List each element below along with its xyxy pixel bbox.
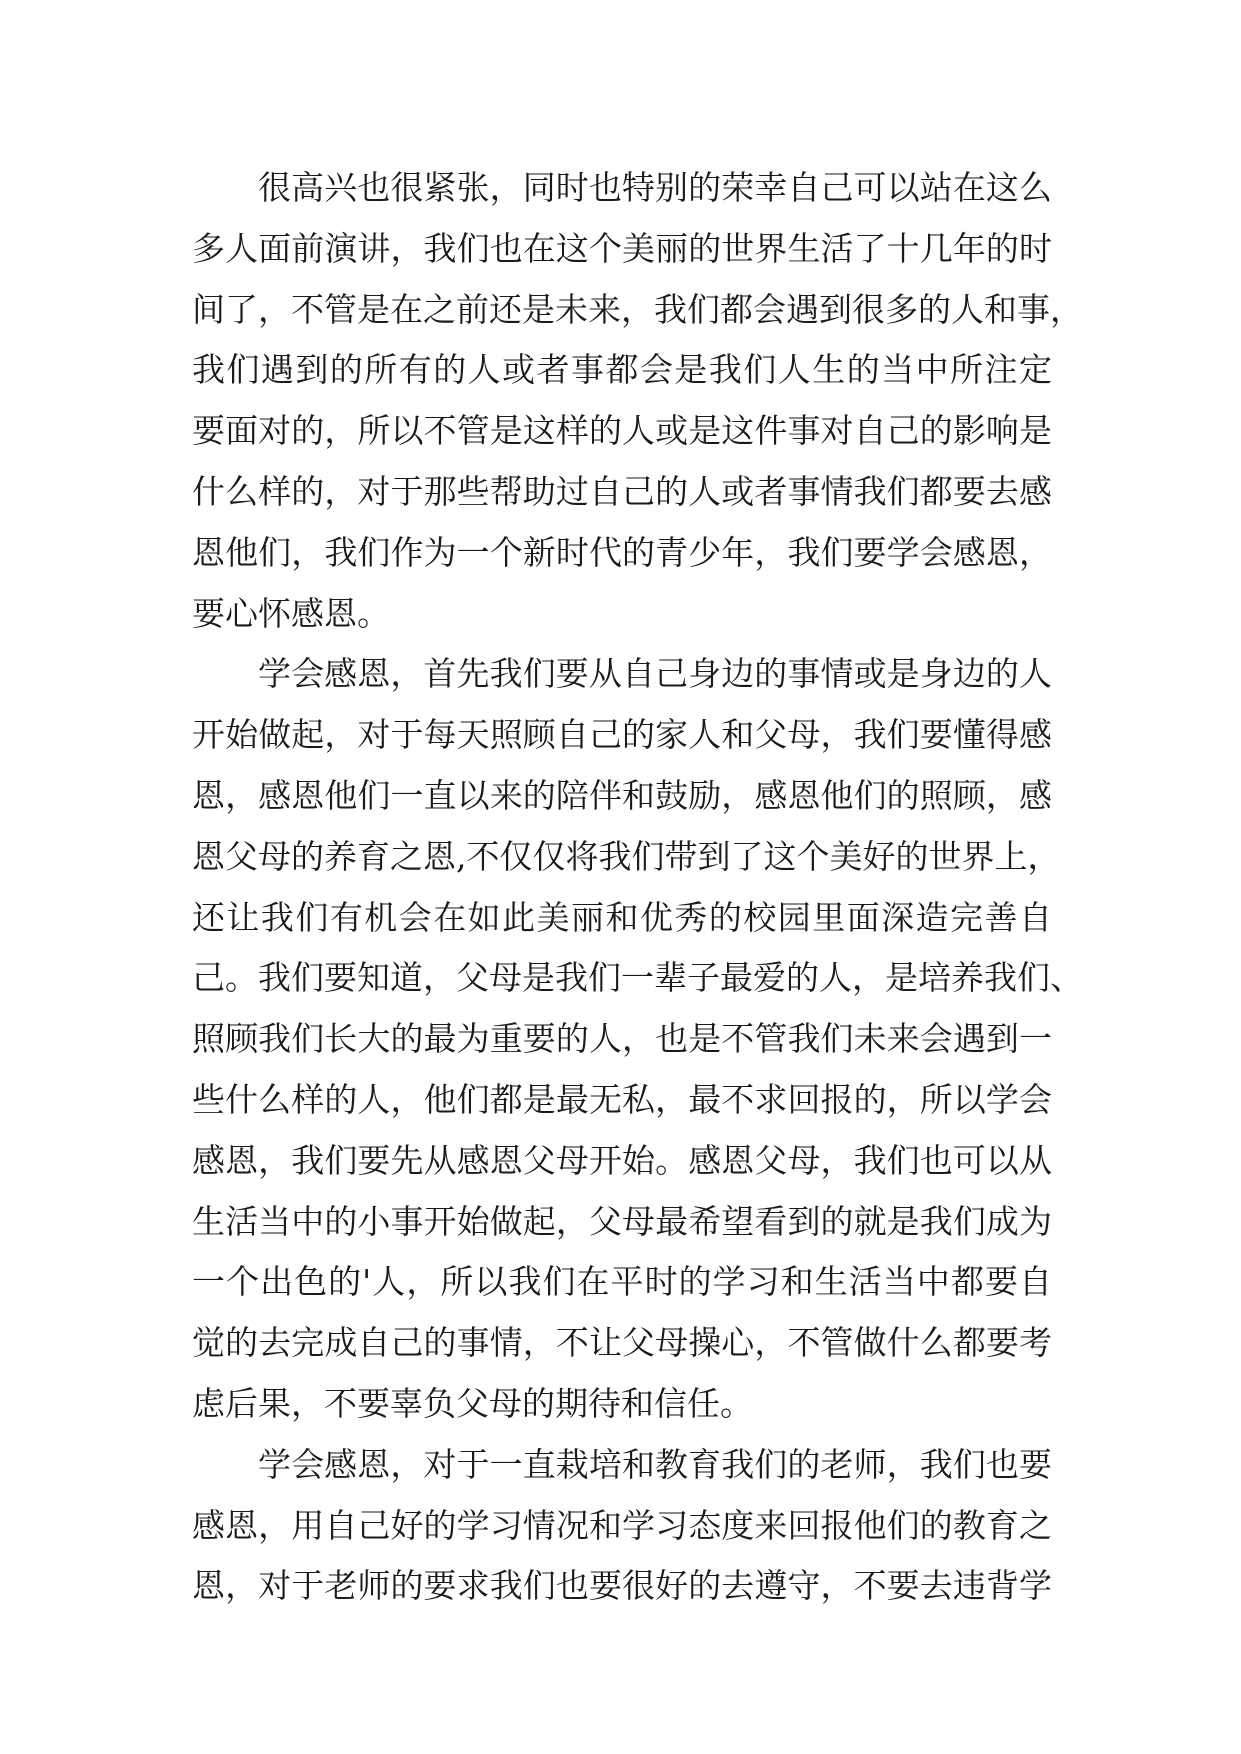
text-line: 恩，感恩他们一直以来的陪伴和鼓励，感恩他们的照顾，感: [192, 775, 1052, 815]
text-line: 间了，不管是在之前还是未来，我们都会遇到很多的人和事，: [192, 289, 1083, 329]
text-line: 感恩，我们要先从感恩父母开始。感恩父母，我们也可以从: [192, 1140, 1052, 1180]
text-line: 还让我们有机会在如此美丽和优秀的校园里面深造完善自: [192, 897, 1052, 937]
paragraph-3: [192, 1435, 1052, 1617]
document-body: [192, 158, 1083, 1617]
paragraph-1: [192, 158, 1083, 644]
text-line: 觉的去完成自己的事情，不让父母操心，不管做什么都要考: [192, 1323, 1052, 1363]
text-line: 生活当中的小事开始做起，父母最希望看到的就是我们成为: [192, 1201, 1052, 1241]
text-line: 照顾我们长大的最为重要的人，也是不管我们未来会遇到一: [192, 1019, 1052, 1059]
text-line: 什么样的，对于那些帮助过自己的人或者事情我们都要去感: [192, 471, 1052, 511]
text-line: 虑后果，不要辜负父母的期待和信任。: [192, 1383, 753, 1423]
text-line: 多人面前演讲，我们也在这个美丽的世界生活了十几年的时: [192, 228, 1052, 268]
text-line: 些什么样的人，他们都是最无私，最不求回报的，所以学会: [192, 1079, 1052, 1119]
text-line: 很高兴也很紧张，同时也特别的荣幸自己可以站在这么: [258, 168, 1052, 207]
text-line: 感恩，用自己好的学习情况和学习态度来回报他们的教育之: [192, 1505, 1052, 1545]
paragraph-2: [192, 644, 1083, 1434]
text-line: 恩，对于老师的要求我们也要很好的去遵守，不要去违背学: [192, 1566, 1052, 1606]
text-line: 恩他们，我们作为一个新时代的青少年，我们要学会感恩，: [192, 532, 1052, 572]
text-line: 开始做起，对于每天照顾自己的家人和父母，我们要懂得感: [192, 715, 1052, 755]
text-line: 一个出色的'人，所以我们在平时的学习和生活当中都要自: [192, 1262, 1052, 1302]
text-line: 要心怀感恩。: [192, 593, 390, 633]
text-line: 学会感恩，对于一直栽培和教育我们的老师，我们也要: [258, 1444, 1052, 1484]
text-line: 己。我们要知道，父母是我们一辈子最爱的人，是培养我们、: [192, 958, 1083, 998]
text-line: 我们遇到的所有的人或者事都会是我们人生的当中所注定: [192, 350, 1052, 390]
text-line: 恩父母的养育之恩,不仅仅将我们带到了这个美好的世界上，: [192, 836, 1061, 876]
text-line: 学会感恩，首先我们要从自己身边的事情或是身边的人: [258, 654, 1052, 694]
text-line: 要面对的，所以不管是这样的人或是这件事对自己的影响是: [192, 411, 1052, 451]
